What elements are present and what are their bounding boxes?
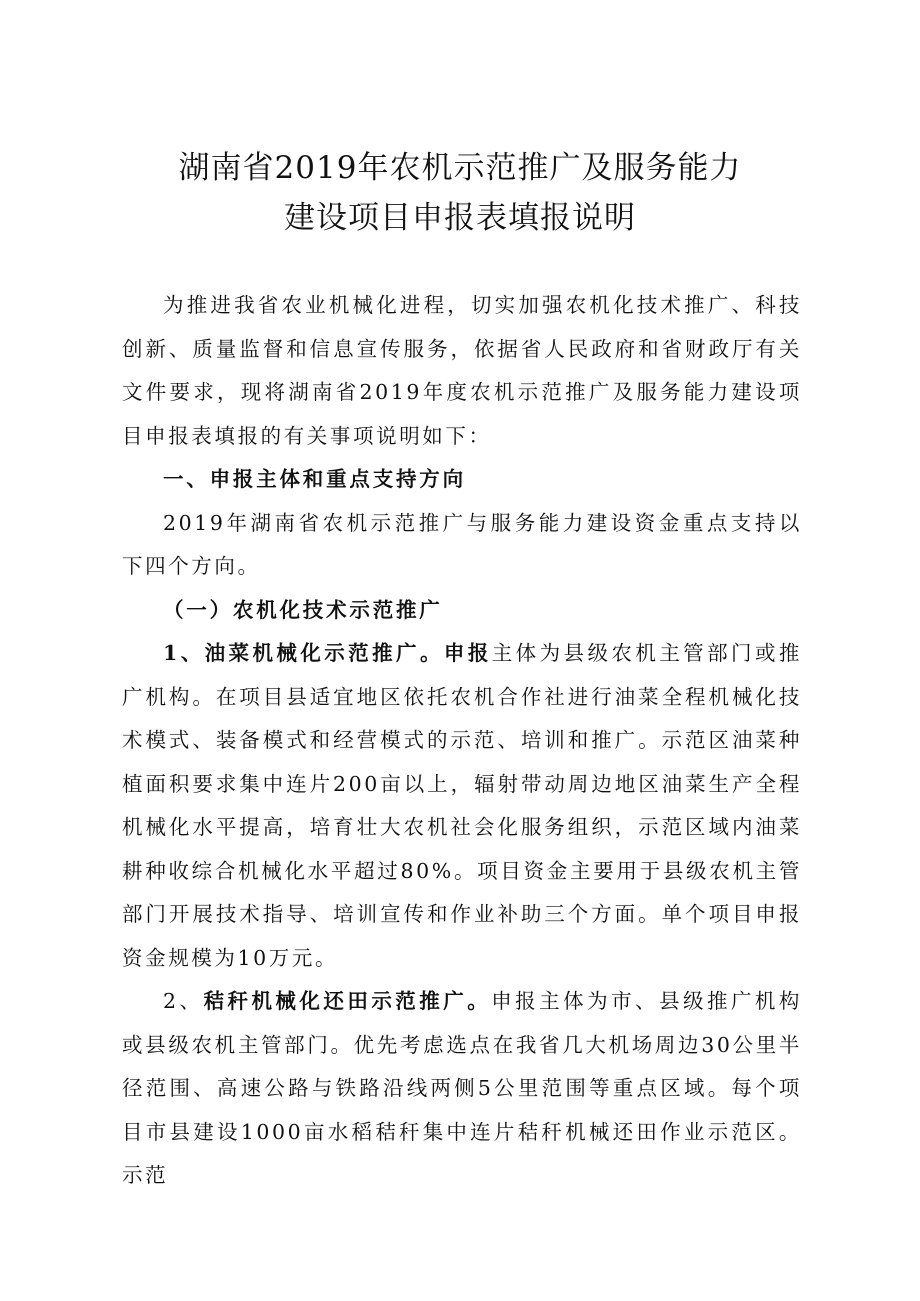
document-body bbox=[122, 284, 802, 1198]
item-2-paragraph bbox=[122, 980, 802, 1198]
item-2-number: 2、 bbox=[163, 989, 204, 1013]
subsection-1-heading: （一）农机化技术示范推广 bbox=[163, 597, 443, 622]
document-title-line-1: 湖南省2019年农机示范推广及服务能力 bbox=[178, 150, 742, 186]
item-2-lead: 秸秆机械化还田示范推广。 bbox=[203, 989, 492, 1013]
item-1-text: 主体为县级农机主管部门或推广机构。在项目县适宜地区依托农机合作社进行油菜全程机械化技术模式、装备模式和经营模式的示范、培训和推广。示范区油菜种植面积要求集中连片200亩以上，辐射带动周边地区油菜生产全程机械化水平提高，培育壮大农机社会化服务组织，示范区域内油菜耕种收综合机械化水平超过80%。项目资金主要用于县级农机主管部门开展技术指导、培训宣传和作业补助三个方面。单个项目申报资金规模为10万元。 bbox=[122, 641, 802, 970]
item-2-text: 申报主体为市、县级推广机构或县级农机主管部门。优先考虑选点在我省几大机场周边30公里半径范围、高速公路与铁路沿线两侧5公里范围等重点区域。每个项目市县建设1000亩水稻秸秆集中连片秸秆机械还田作业示范区。示范 bbox=[122, 989, 802, 1187]
document-title-line-2: 建设项目申报表填报说明 bbox=[284, 200, 636, 236]
intro-paragraph: 为推进我省农业机械化进程，切实加强农机化技术推广、科技创新、质量监督和信息宣传服务，依据省人民政府和省财政厅有关文件要求，现将湖南省2019年度农机示范推广及服务能力建设项目申报表填报的有关事项说明如下： bbox=[122, 293, 802, 448]
item-1-lead: 1、油菜机械化示范推广。申报 bbox=[163, 641, 492, 665]
section-1-heading: 一、申报主体和重点支持方向 bbox=[163, 467, 466, 491]
item-1-paragraph bbox=[122, 632, 802, 980]
section-1-paragraph: 2019年湖南省农机示范推广与服务能力建设资金重点支持以下四个方向。 bbox=[122, 510, 802, 578]
